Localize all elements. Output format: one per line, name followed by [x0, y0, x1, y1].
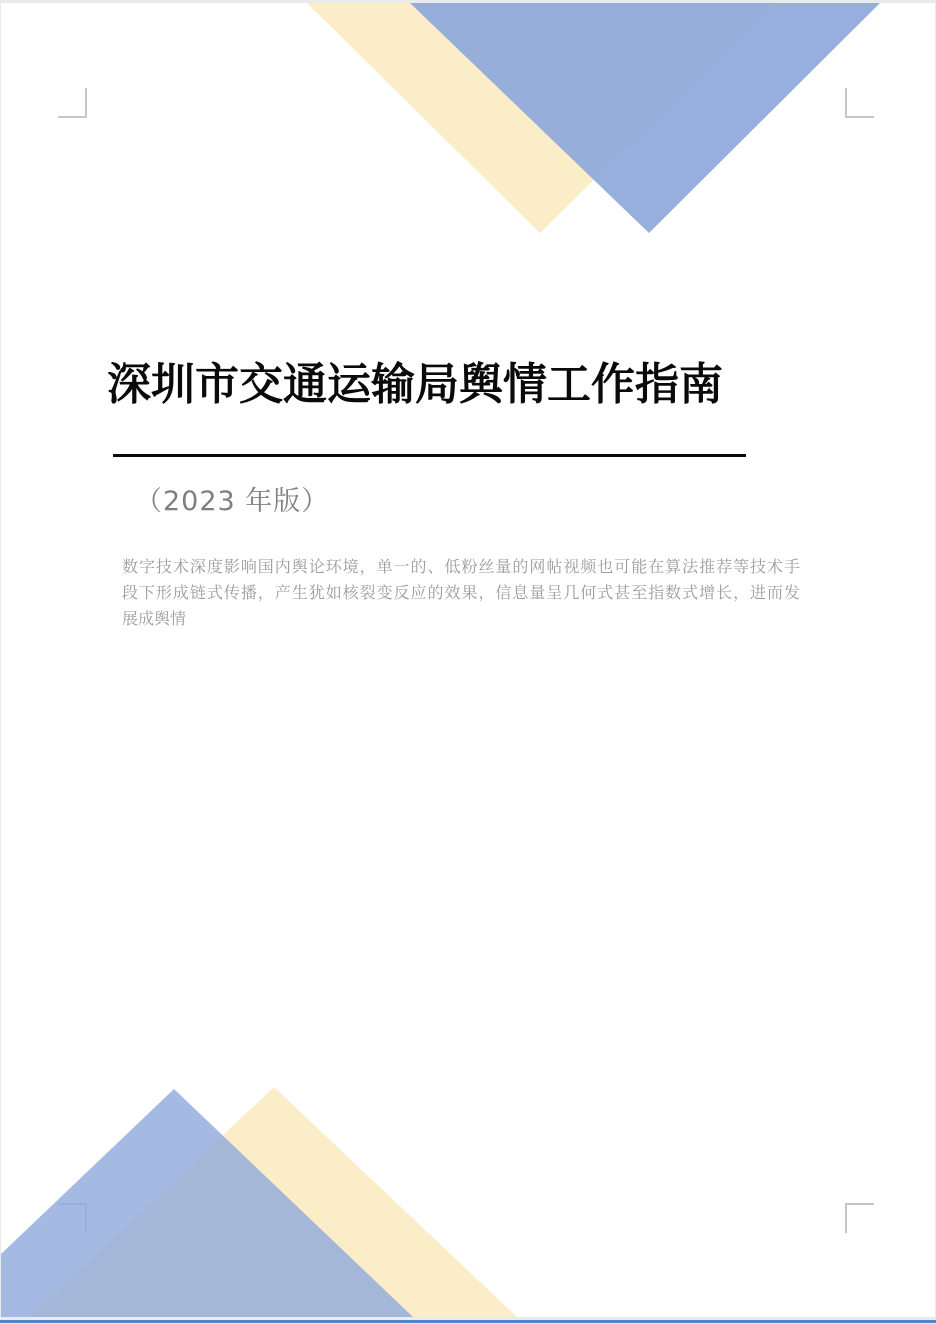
- crop-mark-top-right-icon: [845, 88, 874, 118]
- intro-paragraph-line: 数字技术深度影响国内舆论环境，单一的、低粉丝量的网帖视频也可能在算法推荐等技术手: [122, 559, 800, 576]
- intro-paragraph: [122, 555, 800, 633]
- bottom-corner-decoration: [1, 1085, 935, 1317]
- window-bottom-edge: [0, 1320, 936, 1323]
- crop-mark-top-left-icon: [58, 88, 87, 118]
- document-title: 深圳市交通运输局舆情工作指南: [107, 360, 723, 409]
- edition-label: （2023 年版）: [135, 486, 330, 517]
- title-underline: [113, 454, 746, 457]
- top-corner-decoration: [1, 3, 935, 234]
- document-page[interactable]: [1, 3, 935, 1317]
- intro-paragraph-line: 展成舆情: [122, 611, 187, 628]
- intro-paragraph-line: 段下形成链式传播，产生犹如核裂变反应的效果，信息量呈几何式甚至指数式增长，进而发: [122, 585, 800, 602]
